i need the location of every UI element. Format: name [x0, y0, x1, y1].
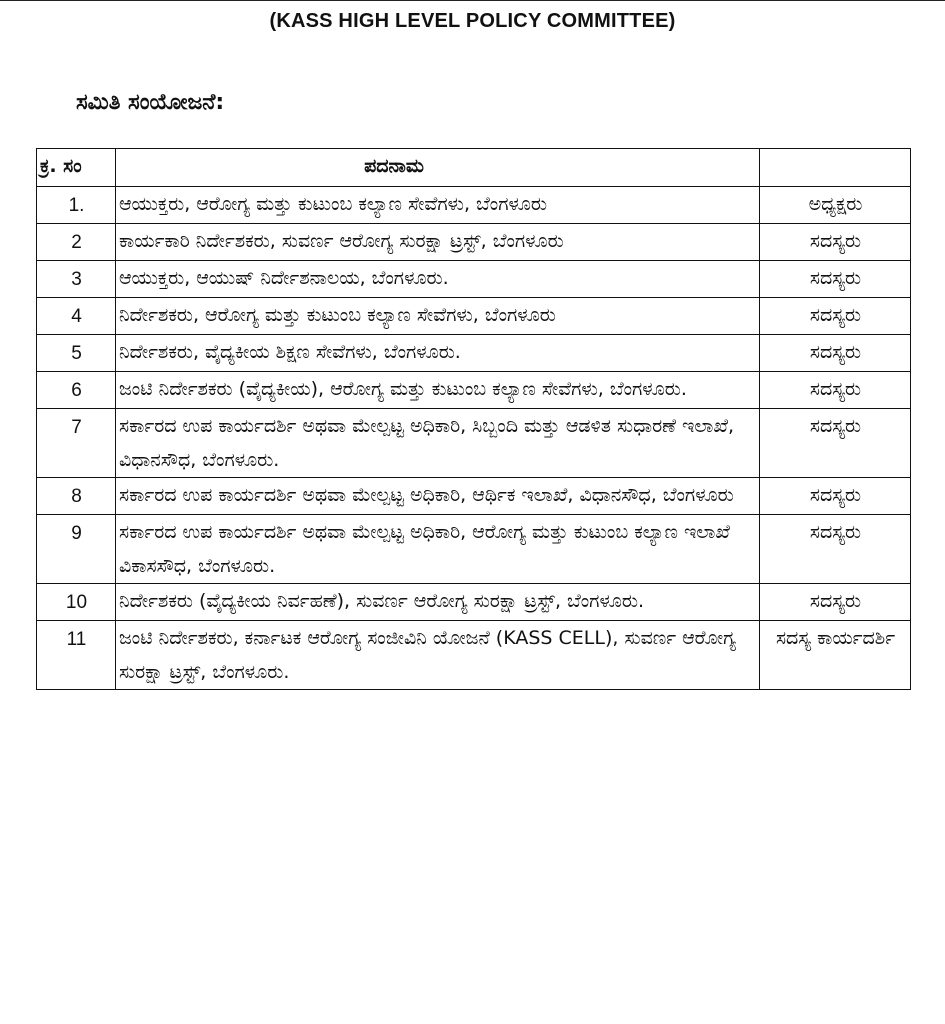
row-designation: ಸರ್ಕಾರದ ಉಪ ಕಾರ್ಯದರ್ಶಿ ಅಥವಾ ಮೇಲ್ಪಟ್ಟ ಅಧಿಕಾರಿ, ಆರೋಗ್ಯ ಮತ್ತು ಕುಟುಂಬ ಕಲ್ಯಾಣ ಇಲಾಖೆ ವಿಕಾಸಸೌಧ, ಬೆಂಗಳೂರು.	[116, 515, 760, 584]
document-title: (KASS HIGH LEVEL POLICY COMMITTEE)	[269, 10, 676, 32]
row-designation: ನಿರ್ದೇಶಕರು (ವೈದ್ಯಕೀಯ ನಿರ್ವಹಣೆ), ಸುವರ್ಣ ಆರೋಗ್ಯ ಸುರಕ್ಷಾ ಟ್ರಸ್ಟ್, ಬೆಂಗಳೂರು.	[116, 584, 760, 621]
row-role: ಸದಸ್ಯರು	[760, 335, 911, 372]
row-designation: ಕಾರ್ಯಕಾರಿ ನಿರ್ದೇಶಕರು, ಸುವರ್ಣ ಆರೋಗ್ಯ ಸುರಕ್ಷಾ ಟ್ರಸ್ಟ್, ಬೆಂಗಳೂರು	[116, 224, 760, 261]
top-rule	[0, 0, 945, 1]
header-designation: ಪದನಾಮ	[116, 149, 760, 187]
row-role: ಸದಸ್ಯ ಕಾರ್ಯದರ್ಶಿ	[760, 621, 911, 690]
committee-table	[36, 148, 911, 690]
header-role	[760, 149, 911, 187]
row-designation: ಸರ್ಕಾರದ ಉಪ ಕಾರ್ಯದರ್ಶಿ ಅಥವಾ ಮೇಲ್ಪಟ್ಟ ಅಧಿಕಾರಿ, ಆರ್ಥಿಕ ಇಲಾಖೆ, ವಿಧಾನಸೌಧ, ಬೆಂಗಳೂರು	[116, 478, 760, 515]
row-designation: ಆಯುಕ್ತರು, ಆರೋಗ್ಯ ಮತ್ತು ಕುಟುಂಬ ಕಲ್ಯಾಣ ಸೇವೆಗಳು, ಬೆಂಗಳೂರು	[116, 187, 760, 224]
row-role: ಸದಸ್ಯರು	[760, 261, 911, 298]
row-designation: ನಿರ್ದೇಶಕರು, ಆರೋಗ್ಯ ಮತ್ತು ಕುಟುಂಬ ಕಲ್ಯಾಣ ಸೇವೆಗಳು, ಬೆಂಗಳೂರು	[116, 298, 760, 335]
row-designation: ಆಯುಕ್ತರು, ಆಯುಷ್ ನಿರ್ದೇಶನಾಲಯ, ಬೆಂಗಳೂರು.	[116, 261, 760, 298]
table-row	[37, 335, 911, 372]
row-role: ಅಧ್ಯಕ್ಷರು	[760, 187, 911, 224]
table-row	[37, 409, 911, 478]
section-heading: ಸಮಿತಿ ಸಂಯೋಜನೆ:	[76, 90, 225, 115]
table-row	[37, 478, 911, 515]
table-row	[37, 584, 911, 621]
row-number: 2	[37, 224, 116, 261]
row-number: 5	[37, 335, 116, 372]
row-number: 11	[37, 621, 116, 690]
row-number: 8	[37, 478, 116, 515]
table-row	[37, 621, 911, 690]
table-header-row	[37, 149, 911, 187]
row-role: ಸದಸ್ಯರು	[760, 478, 911, 515]
header-serial-number: ಕ್ರ. ಸಂ	[37, 149, 116, 187]
row-number: 7	[37, 409, 116, 478]
row-role: ಸದಸ್ಯರು	[760, 409, 911, 478]
row-number: 4	[37, 298, 116, 335]
row-number: 6	[37, 372, 116, 409]
row-number: 10	[37, 584, 116, 621]
row-role: ಸದಸ್ಯರು	[760, 372, 911, 409]
row-designation: ಜಂಟಿ ನಿರ್ದೇಶಕರು, ಕರ್ನಾಟಕ ಆರೋಗ್ಯ ಸಂಜೀವಿನಿ ಯೋಜನೆ (KASS CELL), ಸುವರ್ಣ ಆರೋಗ್ಯ ಸುರಕ್ಷಾ ಟ್ರಸ್ಟ್, ಬೆಂಗಳೂರು.	[116, 621, 760, 690]
row-role: ಸದಸ್ಯರು	[760, 584, 911, 621]
table-row	[37, 372, 911, 409]
row-role: ಸದಸ್ಯರು	[760, 515, 911, 584]
table-row	[37, 187, 911, 224]
row-designation: ನಿರ್ದೇಶಕರು, ವೈದ್ಯಕೀಯ ಶಿಕ್ಷಣ ಸೇವೆಗಳು, ಬೆಂಗಳೂರು.	[116, 335, 760, 372]
table-row	[37, 515, 911, 584]
row-number: 1.	[37, 187, 116, 224]
table-row	[37, 261, 911, 298]
row-designation: ಸರ್ಕಾರದ ಉಪ ಕಾರ್ಯದರ್ಶಿ ಅಥವಾ ಮೇಲ್ಪಟ್ಟ ಅಧಿಕಾರಿ, ಸಿಬ್ಬಂದಿ ಮತ್ತು ಆಡಳಿತ ಸುಧಾರಣೆ ಇಲಾಖೆ, ವಿಧಾನಸೌಧ, ಬೆಂಗಳೂರು.	[116, 409, 760, 478]
table-row	[37, 224, 911, 261]
row-designation: ಜಂಟಿ ನಿರ್ದೇಶಕರು (ವೈದ್ಯಕೀಯ), ಆರೋಗ್ಯ ಮತ್ತು ಕುಟುಂಬ ಕಲ್ಯಾಣ ಸೇವೆಗಳು, ಬೆಂಗಳೂರು.	[116, 372, 760, 409]
row-role: ಸದಸ್ಯರು	[760, 298, 911, 335]
row-number: 3	[37, 261, 116, 298]
row-number: 9	[37, 515, 116, 584]
table-row	[37, 298, 911, 335]
row-role: ಸದಸ್ಯರು	[760, 224, 911, 261]
